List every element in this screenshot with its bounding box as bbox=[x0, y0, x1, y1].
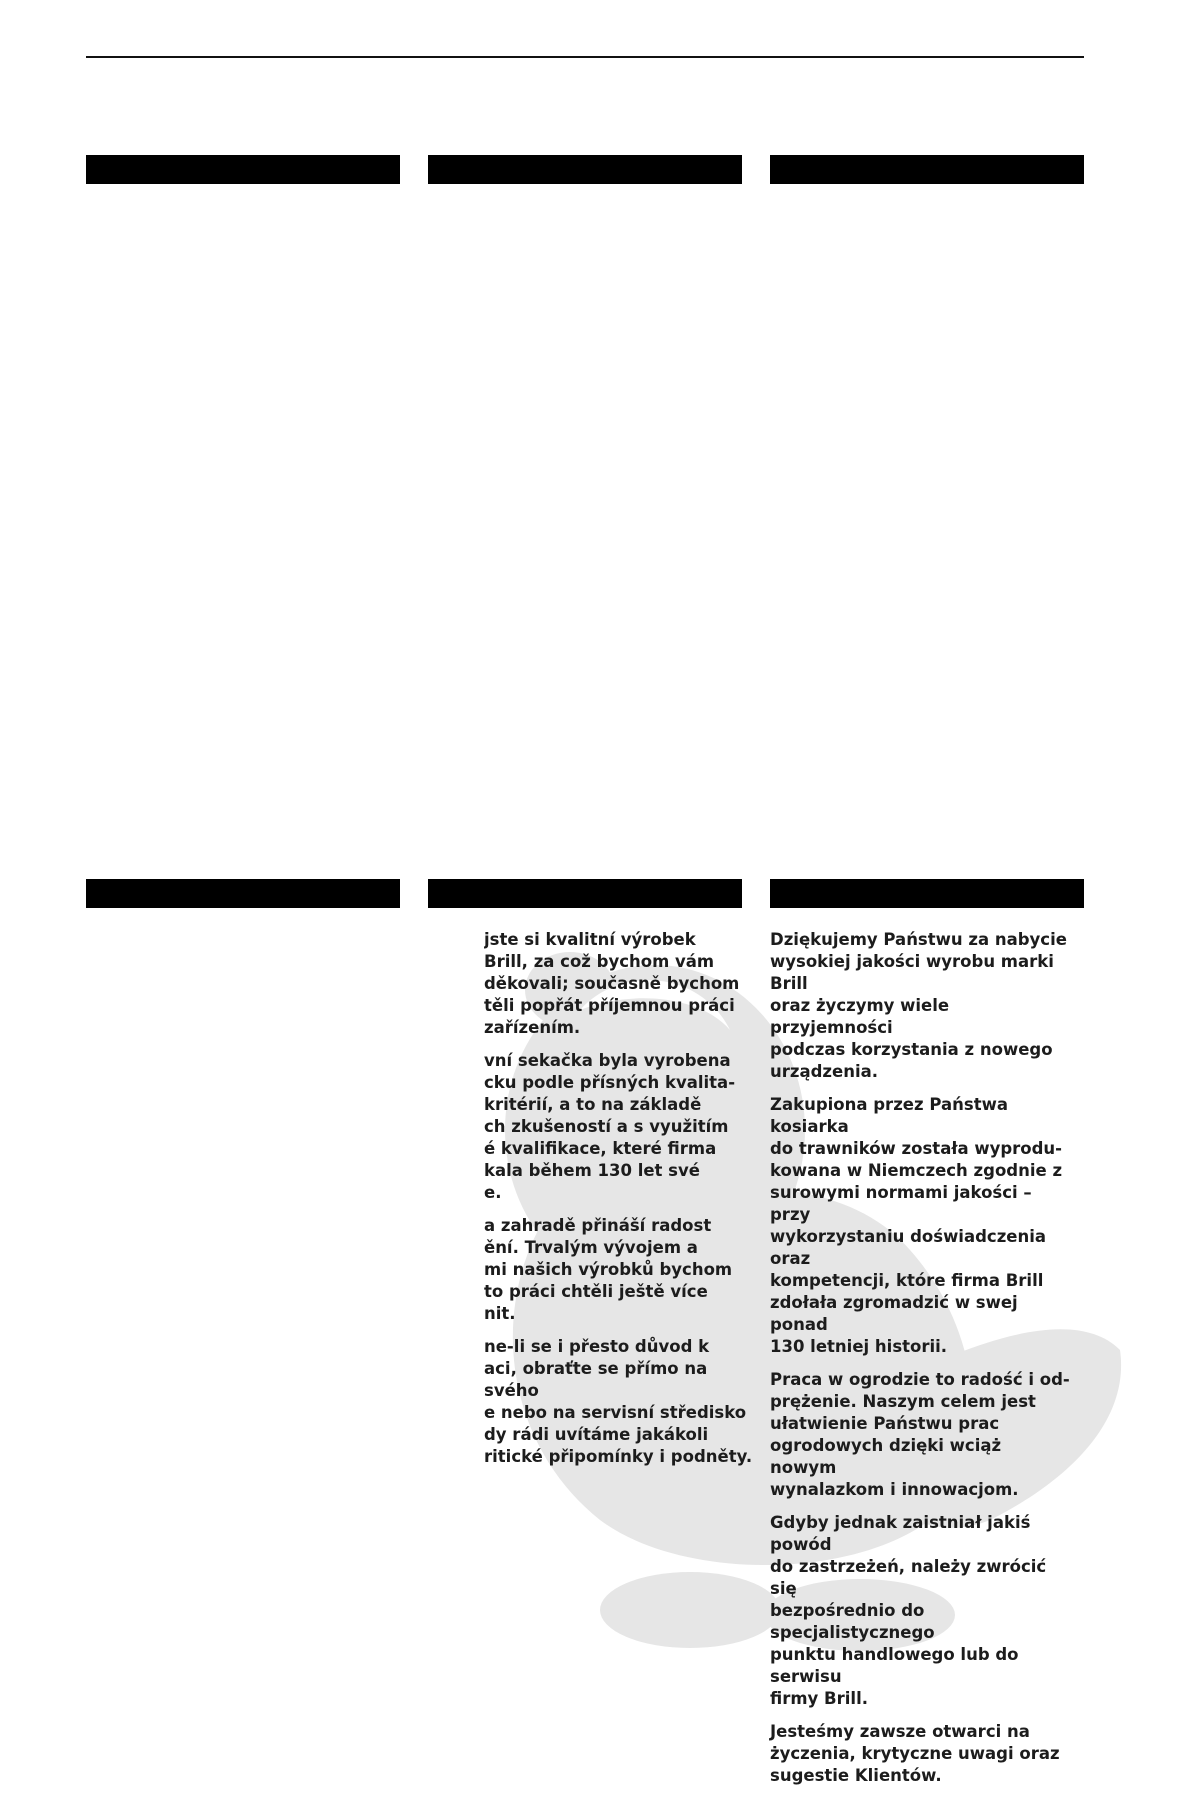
section-bar-top-1 bbox=[86, 155, 400, 184]
section-bar-top-2 bbox=[428, 155, 742, 184]
polish-paragraph: Praca w ogrodzie to radość i od- prężenie. Naszym celem jest ułatwienie Państwu prac ogrodowych dzięki wciąż nowym wynalazkom i innowacjom. bbox=[770, 1370, 1070, 1499]
polish-paragraph: Gdyby jednak zaistniał jakiś powód do zastrzeżeń, należy zwrócić się bezpośrednio do specjalistycznego punktu handlowego lub do serwisu firmy Brill. bbox=[770, 1513, 1047, 1708]
section-bar-top-3 bbox=[770, 155, 1084, 184]
top-rule bbox=[86, 56, 1084, 58]
polish-paragraph: Dziękujemy Państwu za nabycie wysokiej jakości wyrobu marki Brill oraz życzymy wiele przyjemności podczas korzystania z nowego urządzenia. bbox=[770, 930, 1067, 1081]
polish-paragraph: Zakupiona przez Państwa kosiarka do trawników została wyprodu- kowana w Niemczech zgodnie z surowymi normami jakości – przy wykorzystaniu doświadczenia oraz kompetencji, które firma Brill zdołała zgromadzić w swej ponad 130 letniej historii. bbox=[770, 1095, 1063, 1356]
section-bar-bottom-1 bbox=[86, 879, 400, 908]
czech-paragraph: vní sekačka byla vyrobena cku podle přísných kvalita- kritérií, a to na základě ch zkušeností a s využitím é kvalifikace, které firma kala během 130 let své e. bbox=[484, 1051, 736, 1202]
czech-intro-text bbox=[484, 929, 754, 1479]
czech-paragraph: ne-li se i přesto důvod k aci, obraťte se přímo na svého e nebo na servisní středisko dy rádi uvítáme jakákoli ritické připomínky i podněty. bbox=[484, 1337, 753, 1466]
czech-paragraph: jste si kvalitní výrobek Brill, za což bychom vám děkovali; současně bychom těli popřát příjemnou práci zařízením. bbox=[484, 930, 740, 1037]
polish-paragraph: Jesteśmy zawsze otwarci na życzenia, krytyczne uwagi oraz sugestie Klientów. bbox=[770, 1722, 1060, 1785]
czech-paragraph: a zahradě přináší radost ění. Trvalým vývojem a mi našich výrobků bychom to práci chtěli ještě více nit. bbox=[484, 1216, 733, 1323]
polish-intro-text bbox=[770, 929, 1070, 1798]
